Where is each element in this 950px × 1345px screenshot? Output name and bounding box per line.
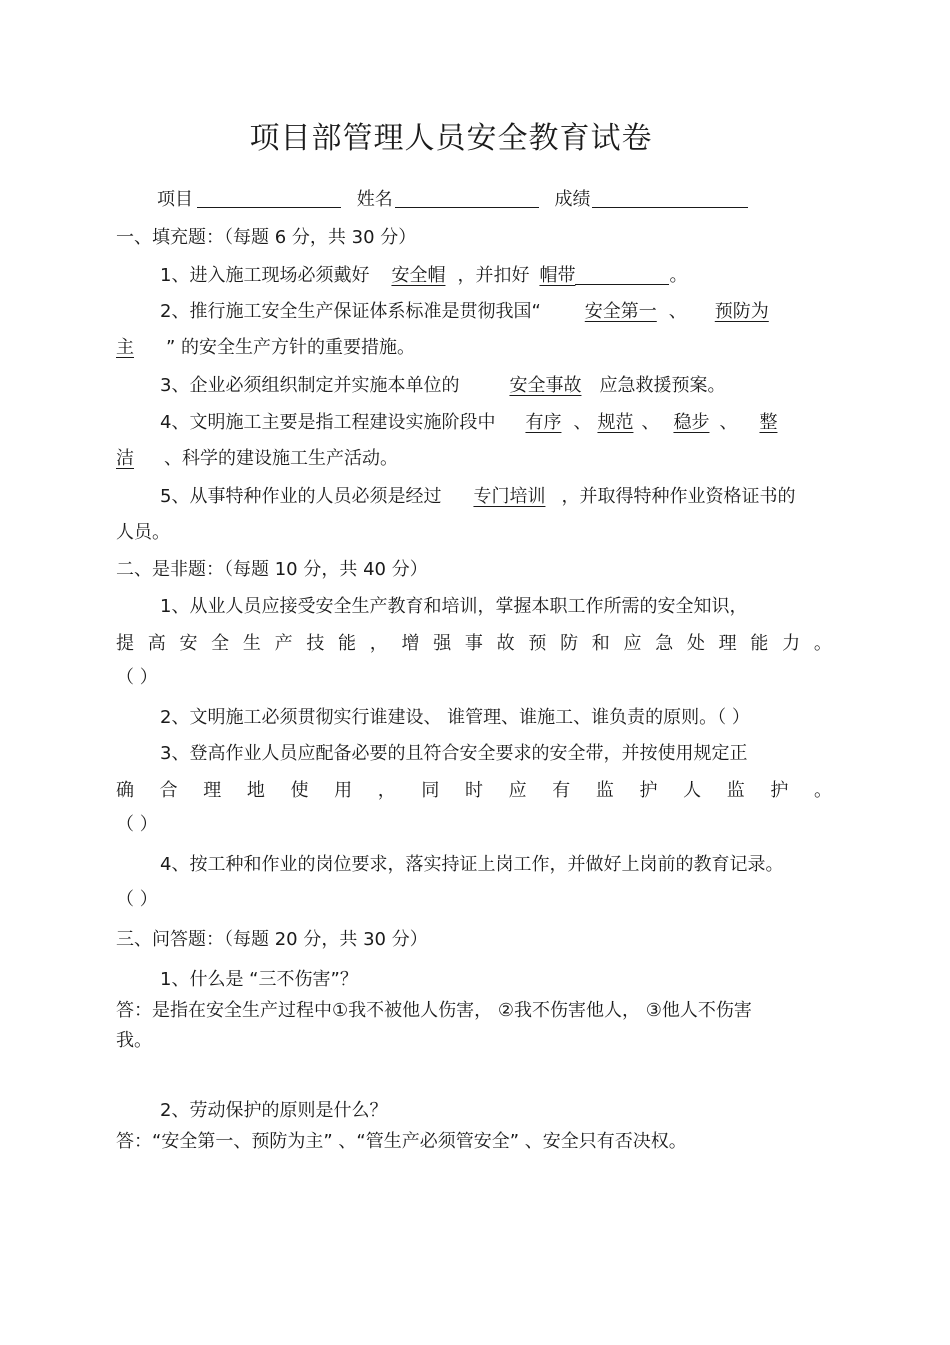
s3-q2-question: 2、劳动保护的原则是什么？ xyxy=(160,1100,388,1121)
justified-char: 同 xyxy=(421,780,440,801)
s1-q3-answer: 安全事故 xyxy=(509,375,582,396)
s1-q5-text-2: ，并取得特种作业资格证书的 xyxy=(561,486,796,507)
justified-char: 增 xyxy=(401,633,420,654)
s1-question-2 xyxy=(160,300,769,324)
score-label: 成绩 xyxy=(554,189,591,210)
justified-char: 高 xyxy=(147,633,166,654)
score-field[interactable] xyxy=(592,189,748,208)
justified-char: 故 xyxy=(496,633,515,654)
justified-char: 应 xyxy=(508,780,527,801)
s2-q4-line1: 4、按工种和作业的岗位要求，落实持证上岗工作，并做好上岗前的教育记录。 xyxy=(160,854,784,875)
s1-q4-sep-3: 、 xyxy=(719,412,738,433)
s1-q3-text: 3、企业必须组织制定并实施本单位的 xyxy=(160,375,460,396)
s1-q2-text: 2、推行施工安全生产保证体系标准是贯彻我国“ xyxy=(160,301,541,322)
s1-q4-sep-2: 、 xyxy=(641,412,660,433)
s1-question-1 xyxy=(160,264,687,288)
s1-q1-answer-2: 帽带 xyxy=(539,265,576,286)
justified-char: 时 xyxy=(465,780,483,801)
s2-q4-paren: （ ） xyxy=(116,889,158,910)
justified-char: 强 xyxy=(433,633,452,654)
justified-char: 提 xyxy=(116,633,134,654)
justified-char: 生 xyxy=(242,633,261,654)
section1-heading: 一、填充题：（每题 6 分，共 30 分） xyxy=(116,227,417,248)
s1-q4-answer-3: 稳步 xyxy=(673,412,710,433)
s2-q1-line1: 1、从业人员应接受安全生产教育和培训，掌握本职工作所需的安全知识， xyxy=(160,596,748,617)
justified-char: 防 xyxy=(560,633,579,654)
justified-char: 能 xyxy=(750,633,769,654)
justified-char: 安 xyxy=(179,633,198,654)
s1-q4-text-2: 、科学的建设施工生产活动。 xyxy=(164,448,398,469)
justified-char: 急 xyxy=(655,633,674,654)
s1-question-2-cont xyxy=(116,336,415,360)
justified-char: 技 xyxy=(306,633,325,654)
justified-char: ， xyxy=(369,633,388,654)
header-fields xyxy=(157,188,748,212)
s2-q1-line2 xyxy=(116,632,832,656)
justified-char: 确 xyxy=(116,780,134,801)
justified-char: 理 xyxy=(203,780,222,801)
s1-q4-text: 4、文明施工主要是指工程建设实施阶段中 xyxy=(160,412,496,433)
justified-char: 产 xyxy=(274,633,293,654)
s1-q3-text-2: 应急救援预案。 xyxy=(599,375,726,396)
s1-q4-answer-2: 规范 xyxy=(597,412,634,433)
justified-char: 处 xyxy=(686,633,705,654)
s1-q2-answer-2b: 主 xyxy=(116,337,134,358)
justified-char: 和 xyxy=(591,633,610,654)
s3-q2-answer: 答：“安全第一、预防为主” 、“管生产必须管安全” 、安全只有否决权。 xyxy=(116,1131,687,1152)
justified-char: 事 xyxy=(464,633,483,654)
s1-question-4-cont xyxy=(116,447,398,471)
s1-q2-sep: 、 xyxy=(668,301,687,322)
justified-char: 能 xyxy=(338,633,357,654)
s2-q1-paren: （ ） xyxy=(116,667,158,688)
justified-char: 应 xyxy=(623,633,642,654)
justified-char: 用 xyxy=(334,780,353,801)
justified-char: 。 xyxy=(813,633,832,654)
s1-question-4 xyxy=(160,411,777,435)
justified-char: 护 xyxy=(770,780,789,801)
s1-q2-answer-2a: 预防为 xyxy=(714,301,769,322)
s1-q5-answer: 专门培训 xyxy=(473,486,546,507)
project-field[interactable] xyxy=(197,189,341,208)
justified-char: 合 xyxy=(159,780,178,801)
name-field[interactable] xyxy=(395,189,539,208)
section2-heading: 二、是非题：（每题 10 分，共 40 分） xyxy=(116,559,428,580)
s1-q4-answer-4b: 洁 xyxy=(116,448,134,469)
s1-q4-sep-1: 、 xyxy=(573,412,592,433)
s2-q3-line1: 3、登高作业人员应配备必要的且符合安全要求的安全带，并按使用规定正 xyxy=(160,743,748,764)
s1-question-3 xyxy=(160,374,725,398)
s1-question-5 xyxy=(160,485,795,509)
justified-char: 力 xyxy=(782,633,801,654)
justified-char: 监 xyxy=(595,780,614,801)
s1-q2-answer-1: 安全第一 xyxy=(584,301,657,322)
justified-char: 使 xyxy=(290,780,309,801)
s3-q1-question: 1、什么是 “三不伤害”？ xyxy=(160,969,358,990)
s1-q1-answer-1: 安全帽 xyxy=(391,265,446,286)
s1-q5-text-3: 人员。 xyxy=(116,522,170,543)
s1-q1-text-3: 。 xyxy=(669,265,688,286)
justified-char: 地 xyxy=(246,780,265,801)
s1-q2-text-2: ” 的安全生产方针的重要措施。 xyxy=(166,337,416,358)
justified-char: 监 xyxy=(726,780,745,801)
project-label: 项目 xyxy=(157,189,193,210)
s2-q3-line2 xyxy=(116,779,832,803)
justified-char: 。 xyxy=(814,780,832,801)
s3-q1-answer-line1: 答：是指在安全生产过程中①我不被他人伤害， ②我不伤害他人， ③他人不伤害 xyxy=(116,1000,752,1021)
section3-heading: 三、问答题：（每题 20 分，共 30 分） xyxy=(116,929,428,950)
s1-q1-text-2: ，并扣好 xyxy=(457,265,530,286)
justified-char: 人 xyxy=(683,780,702,801)
justified-char: 理 xyxy=(718,633,737,654)
s1-q4-answer-1: 有序 xyxy=(525,412,562,433)
s2-q3-paren: （ ） xyxy=(116,814,158,835)
s1-q4-answer-4a: 整 xyxy=(759,412,778,433)
justified-char: 全 xyxy=(211,633,230,654)
justified-char: 有 xyxy=(552,780,571,801)
s1-q5-text: 5、从事特种作业的人员必须是经过 xyxy=(160,486,442,507)
s1-q1-text: 1、进入施工现场必须戴好 xyxy=(160,265,370,286)
justified-char: 护 xyxy=(639,780,658,801)
justified-char: ， xyxy=(377,780,396,801)
name-label: 姓名 xyxy=(356,189,393,210)
s2-q2-text: 2、文明施工必须贯彻实行谁建设、 谁管理、谁施工、谁负责的原则。（ ） xyxy=(160,707,750,728)
justified-char: 预 xyxy=(528,633,547,654)
s3-q1-answer-line2: 我。 xyxy=(116,1030,152,1051)
page-title: 项目部管理人员安全教育试卷 xyxy=(249,121,653,156)
